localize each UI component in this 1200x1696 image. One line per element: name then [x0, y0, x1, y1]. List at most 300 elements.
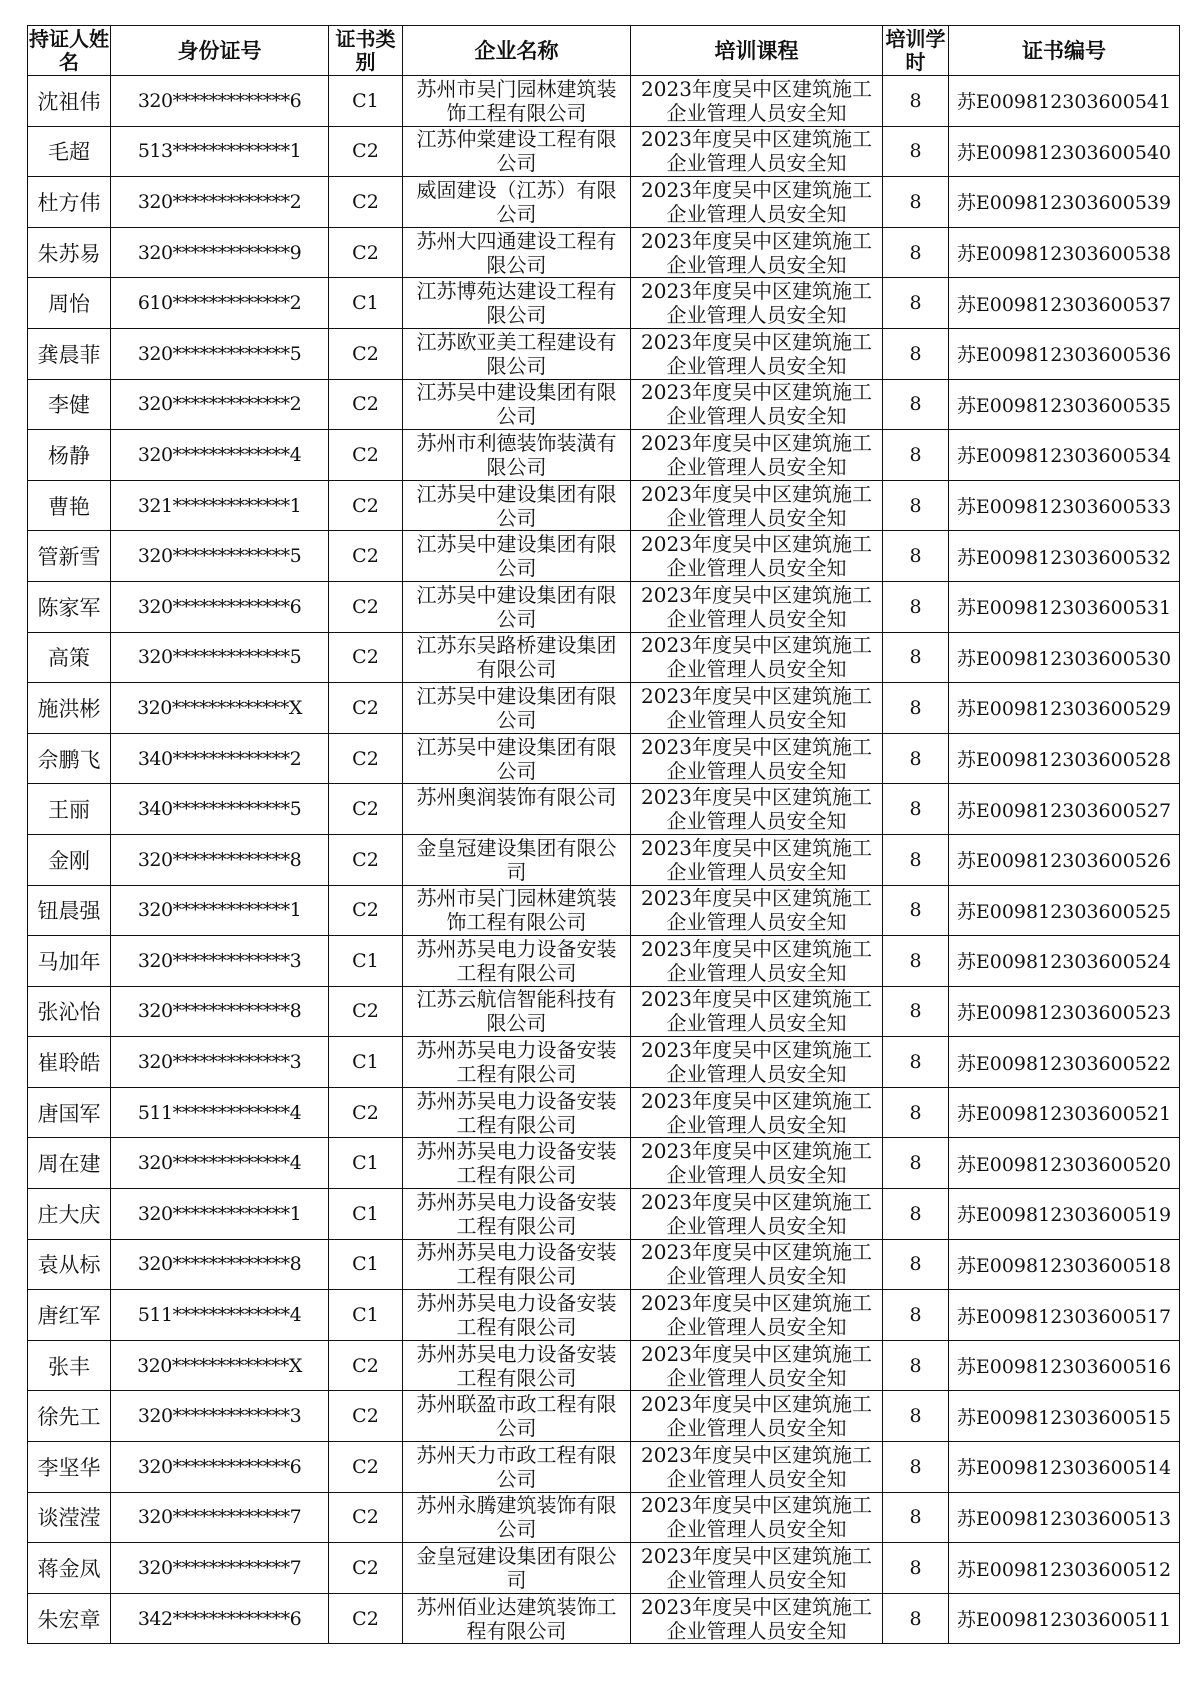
company-name: [403, 531, 631, 582]
id-number: 320*************4: [111, 1138, 329, 1189]
id-number: 320*************2: [111, 177, 329, 228]
cert-class: C2: [329, 531, 403, 582]
company-name: [403, 1492, 631, 1543]
course-name-text: 2023年度吴中区建筑施工企业管理人员安全知: [641, 785, 872, 834]
course-name-text: 2023年度吴中区建筑施工企业管理人员安全知: [641, 1392, 872, 1441]
cert-class: C2: [329, 683, 403, 734]
training-hours: 8: [883, 1290, 949, 1341]
company-name-text: 金皇冠建设集团有限公司: [416, 1544, 617, 1593]
holder-name: 唐红军: [28, 1290, 111, 1341]
training-hours: 8: [883, 1189, 949, 1240]
table-row: [28, 632, 1180, 683]
course-name-text: 2023年度吴中区建筑施工企业管理人员安全知: [641, 1291, 872, 1340]
training-hours: 8: [883, 986, 949, 1037]
cert-class: C1: [329, 1239, 403, 1290]
training-hours: 8: [883, 76, 949, 127]
cert-class: C2: [329, 480, 403, 531]
table-row: [28, 531, 1180, 582]
company-name: [403, 986, 631, 1037]
header-hours: 培训学时: [883, 26, 949, 76]
course-name: [631, 632, 883, 683]
course-name: [631, 177, 883, 228]
holder-name: 周怡: [28, 278, 111, 329]
course-name: [631, 227, 883, 278]
cert-number: 苏E009812303600520: [949, 1138, 1180, 1189]
cert-class: C2: [329, 581, 403, 632]
table-row: [28, 1442, 1180, 1493]
course-name-text: 2023年度吴中区建筑施工企业管理人员安全知: [641, 481, 872, 530]
cert-class: C2: [329, 1492, 403, 1543]
course-name: [631, 480, 883, 531]
course-name: [631, 1391, 883, 1442]
holder-name: 曹艳: [28, 480, 111, 531]
company-name: [403, 936, 631, 987]
company-name-text: 江苏吴中建设集团有限公司: [416, 532, 617, 581]
cert-number: 苏E009812303600530: [949, 632, 1180, 683]
cert-class: C1: [329, 278, 403, 329]
id-number: 511*************4: [111, 1290, 329, 1341]
table-row: [28, 328, 1180, 379]
id-number: 320*************2: [111, 379, 329, 430]
course-name: [631, 1593, 883, 1644]
company-name: [403, 683, 631, 734]
training-hours: 8: [883, 177, 949, 228]
cert-number: 苏E009812303600536: [949, 328, 1180, 379]
table-row: [28, 126, 1180, 177]
course-name-text: 2023年度吴中区建筑施工企业管理人员安全知: [641, 228, 872, 277]
company-name: [403, 1593, 631, 1644]
course-name: [631, 936, 883, 987]
id-number: 320*************4: [111, 430, 329, 481]
company-name: [403, 632, 631, 683]
course-name-text: 2023年度吴中区建筑施工企业管理人员安全知: [641, 1139, 872, 1188]
cert-class: C2: [329, 733, 403, 784]
course-name: [631, 430, 883, 481]
course-name: [631, 885, 883, 936]
course-name: [631, 581, 883, 632]
table-row: [28, 1138, 1180, 1189]
id-number: 320*************3: [111, 1037, 329, 1088]
cert-class: C2: [329, 1340, 403, 1391]
header-cert-no: 证书编号: [949, 26, 1180, 76]
training-hours: 8: [883, 885, 949, 936]
training-hours: 8: [883, 784, 949, 835]
id-number: 321*************1: [111, 480, 329, 531]
holder-name: 蒋金凤: [28, 1543, 111, 1594]
holder-name: 周在建: [28, 1138, 111, 1189]
company-name-text: 江苏吴中建设集团有限公司: [416, 380, 617, 429]
cert-number: 苏E009812303600527: [949, 784, 1180, 835]
holder-name: 李坚华: [28, 1442, 111, 1493]
table-row: [28, 1543, 1180, 1594]
training-hours: 8: [883, 1391, 949, 1442]
course-name-text: 2023年度吴中区建筑施工企业管理人员安全知: [641, 127, 872, 176]
cert-class: C2: [329, 177, 403, 228]
course-name: [631, 986, 883, 1037]
cert-number: 苏E009812303600535: [949, 379, 1180, 430]
header-course: 培训课程: [631, 26, 883, 76]
id-number: 511*************4: [111, 1087, 329, 1138]
training-hours: 8: [883, 1138, 949, 1189]
company-name: [403, 1138, 631, 1189]
id-number: 320*************1: [111, 885, 329, 936]
table-row: [28, 581, 1180, 632]
company-name-text: 江苏吴中建设集团有限公司: [416, 683, 617, 732]
training-hours: 8: [883, 430, 949, 481]
id-number: 320*************7: [111, 1543, 329, 1594]
table-row: [28, 683, 1180, 734]
training-hours: 8: [883, 581, 949, 632]
id-number: 320*************5: [111, 328, 329, 379]
holder-name: 高策: [28, 632, 111, 683]
id-number: 610*************2: [111, 278, 329, 329]
holder-name: 崔聆皓: [28, 1037, 111, 1088]
course-name-text: 2023年度吴中区建筑施工企业管理人员安全知: [641, 835, 872, 884]
id-number: 320*************8: [111, 986, 329, 1037]
training-hours: 8: [883, 683, 949, 734]
company-name-text: 苏州奥润装饰有限公司: [416, 785, 617, 810]
company-name-text: 江苏仲棠建设工程有限公司: [416, 127, 617, 176]
company-name: [403, 480, 631, 531]
cert-number: 苏E009812303600523: [949, 986, 1180, 1037]
company-name-text: 苏州永腾建筑装饰有限公司: [416, 1493, 617, 1542]
course-name: [631, 1239, 883, 1290]
course-name-text: 2023年度吴中区建筑施工企业管理人员安全知: [641, 1088, 872, 1137]
company-name: [403, 885, 631, 936]
training-hours: 8: [883, 227, 949, 278]
company-name-text: 苏州天力市政工程有限公司: [416, 1442, 617, 1491]
course-name: [631, 126, 883, 177]
company-name: [403, 278, 631, 329]
company-name-text: 苏州苏吴电力设备安装工程有限公司: [416, 1139, 617, 1188]
header-name: 持证人姓名: [29, 26, 109, 74]
course-name: [631, 379, 883, 430]
course-name: [631, 1189, 883, 1240]
cert-class: C2: [329, 1593, 403, 1644]
cert-number: 苏E009812303600518: [949, 1239, 1180, 1290]
id-number: 340*************5: [111, 784, 329, 835]
course-name: [631, 328, 883, 379]
company-name-text: 苏州苏吴电力设备安装工程有限公司: [416, 1088, 617, 1137]
table-row: [28, 1087, 1180, 1138]
cert-class: C2: [329, 784, 403, 835]
id-number: 320*************6: [111, 581, 329, 632]
course-name-text: 2023年度吴中区建筑施工企业管理人员安全知: [641, 430, 872, 479]
cert-class: C2: [329, 126, 403, 177]
table-row: [28, 1391, 1180, 1442]
training-hours: 8: [883, 1492, 949, 1543]
company-name-text: 江苏东吴路桥建设集团有限公司: [416, 633, 617, 682]
course-name-text: 2023年度吴中区建筑施工企业管理人员安全知: [641, 329, 872, 378]
company-name: [403, 1543, 631, 1594]
company-name-text: 苏州佰业达建筑装饰工程有限公司: [416, 1594, 617, 1643]
company-name: [403, 227, 631, 278]
company-name-text: 江苏吴中建设集团有限公司: [416, 582, 617, 631]
course-name: [631, 76, 883, 127]
cert-number: 苏E009812303600525: [949, 885, 1180, 936]
table-row: [28, 1239, 1180, 1290]
id-number: 320*************5: [111, 531, 329, 582]
course-name-text: 2023年度吴中区建筑施工企业管理人员安全知: [641, 1038, 872, 1087]
cert-number: 苏E009812303600541: [949, 76, 1180, 127]
cert-number: 苏E009812303600515: [949, 1391, 1180, 1442]
cert-class: C2: [329, 430, 403, 481]
course-name-text: 2023年度吴中区建筑施工企业管理人员安全知: [641, 279, 872, 328]
company-name: [403, 1087, 631, 1138]
table-row: [28, 885, 1180, 936]
company-name: [403, 1442, 631, 1493]
cert-number: 苏E009812303600533: [949, 480, 1180, 531]
course-name: [631, 784, 883, 835]
cert-class: C2: [329, 986, 403, 1037]
table-row: [28, 1037, 1180, 1088]
table-row: [28, 1340, 1180, 1391]
table-row: [28, 784, 1180, 835]
cert-number: 苏E009812303600531: [949, 581, 1180, 632]
table-row: [28, 1290, 1180, 1341]
id-number: 320*************3: [111, 1391, 329, 1442]
id-number: 320*************1: [111, 1189, 329, 1240]
cert-number: 苏E009812303600524: [949, 936, 1180, 987]
cert-class: C2: [329, 834, 403, 885]
training-hours: 8: [883, 1239, 949, 1290]
course-name-text: 2023年度吴中区建筑施工企业管理人员安全知: [641, 532, 872, 581]
header-cert-class: 证书类别: [329, 26, 403, 76]
company-name: [403, 126, 631, 177]
table-row: [28, 1492, 1180, 1543]
header-row: [28, 26, 1180, 76]
course-name-text: 2023年度吴中区建筑施工企业管理人员安全知: [641, 582, 872, 631]
cert-number: 苏E009812303600528: [949, 733, 1180, 784]
course-name-text: 2023年度吴中区建筑施工企业管理人员安全知: [641, 734, 872, 783]
training-hours: 8: [883, 328, 949, 379]
training-hours: 8: [883, 632, 949, 683]
header-company: 企业名称: [403, 26, 631, 76]
table-row: [28, 177, 1180, 228]
table-row: [28, 936, 1180, 987]
holder-name: 庄大庆: [28, 1189, 111, 1240]
holder-name: 沈祖伟: [28, 76, 111, 127]
company-name: [403, 1391, 631, 1442]
cert-number: 苏E009812303600517: [949, 1290, 1180, 1341]
holder-name: 王丽: [28, 784, 111, 835]
course-name-text: 2023年度吴中区建筑施工企业管理人员安全知: [641, 1544, 872, 1593]
table-row: [28, 733, 1180, 784]
cert-class: C1: [329, 1189, 403, 1240]
holder-name: 张丰: [28, 1340, 111, 1391]
holder-name: 金刚: [28, 834, 111, 885]
company-name-text: 苏州市吴门园林建筑装饰工程有限公司: [416, 76, 617, 125]
training-hours: 8: [883, 936, 949, 987]
cert-number: 苏E009812303600514: [949, 1442, 1180, 1493]
training-hours: 8: [883, 1087, 949, 1138]
course-name-text: 2023年度吴中区建筑施工企业管理人员安全知: [641, 380, 872, 429]
company-name-text: 江苏吴中建设集团有限公司: [416, 734, 617, 783]
cert-class: C1: [329, 1138, 403, 1189]
table-row: [28, 986, 1180, 1037]
id-number: 342*************6: [111, 1593, 329, 1644]
holder-name: 钮晨强: [28, 885, 111, 936]
course-name: [631, 1087, 883, 1138]
holder-name: 张沁怡: [28, 986, 111, 1037]
cert-number: 苏E009812303600538: [949, 227, 1180, 278]
id-number: 513*************1: [111, 126, 329, 177]
holder-name: 李健: [28, 379, 111, 430]
cert-number: 苏E009812303600516: [949, 1340, 1180, 1391]
table-row: [28, 834, 1180, 885]
cert-class: C1: [329, 76, 403, 127]
company-name: [403, 328, 631, 379]
company-name-text: 苏州大四通建设工程有限公司: [416, 228, 617, 277]
certificate-table: [27, 25, 1180, 1644]
cert-number: 苏E009812303600534: [949, 430, 1180, 481]
holder-name: 马加年: [28, 936, 111, 987]
cert-class: C1: [329, 936, 403, 987]
id-number: 320*************X: [111, 683, 329, 734]
holder-name: 杜方伟: [28, 177, 111, 228]
cert-number: 苏E009812303600539: [949, 177, 1180, 228]
company-name-text: 苏州苏吴电力设备安装工程有限公司: [416, 1240, 617, 1289]
training-hours: 8: [883, 278, 949, 329]
cert-class: C1: [329, 1037, 403, 1088]
course-name-text: 2023年度吴中区建筑施工企业管理人员安全知: [641, 1493, 872, 1542]
holder-name: 朱苏易: [28, 227, 111, 278]
training-hours: 8: [883, 1593, 949, 1644]
cert-class: C2: [329, 632, 403, 683]
course-name-text: 2023年度吴中区建筑施工企业管理人员安全知: [641, 683, 872, 732]
training-hours: 8: [883, 1543, 949, 1594]
holder-name: 龚晨菲: [28, 328, 111, 379]
training-hours: 8: [883, 379, 949, 430]
id-number: 320*************9: [111, 227, 329, 278]
course-name-text: 2023年度吴中区建筑施工企业管理人员安全知: [641, 936, 872, 985]
course-name-text: 2023年度吴中区建筑施工企业管理人员安全知: [641, 1341, 872, 1390]
holder-name: 袁从标: [28, 1239, 111, 1290]
cert-number: 苏E009812303600526: [949, 834, 1180, 885]
cert-number: 苏E009812303600532: [949, 531, 1180, 582]
cert-class: C2: [329, 1391, 403, 1442]
holder-name: 徐先工: [28, 1391, 111, 1442]
company-name: [403, 1189, 631, 1240]
cert-number: 苏E009812303600522: [949, 1037, 1180, 1088]
company-name-text: 江苏吴中建设集团有限公司: [416, 481, 617, 530]
id-number: 320*************8: [111, 834, 329, 885]
company-name: [403, 379, 631, 430]
company-name: [403, 1239, 631, 1290]
company-name-text: 江苏云航信智能科技有限公司: [416, 987, 617, 1036]
holder-name: 朱宏章: [28, 1593, 111, 1644]
holder-name: 陈家军: [28, 581, 111, 632]
table-row: [28, 227, 1180, 278]
cert-class: C2: [329, 1442, 403, 1493]
course-name: [631, 1290, 883, 1341]
company-name-text: 苏州苏吴电力设备安装工程有限公司: [416, 1291, 617, 1340]
company-name: [403, 581, 631, 632]
company-name: [403, 430, 631, 481]
holder-name: 谈滢滢: [28, 1492, 111, 1543]
cert-number: 苏E009812303600519: [949, 1189, 1180, 1240]
cert-number: 苏E009812303600521: [949, 1087, 1180, 1138]
course-name-text: 2023年度吴中区建筑施工企业管理人员安全知: [641, 633, 872, 682]
holder-name: 施洪彬: [28, 683, 111, 734]
table-row: [28, 430, 1180, 481]
company-name-text: 苏州苏吴电力设备安装工程有限公司: [416, 936, 617, 985]
table-row: [28, 278, 1180, 329]
holder-name: 管新雪: [28, 531, 111, 582]
company-name: [403, 76, 631, 127]
course-name-text: 2023年度吴中区建筑施工企业管理人员安全知: [641, 1189, 872, 1238]
course-name: [631, 733, 883, 784]
company-name-text: 江苏博苑达建设工程有限公司: [416, 279, 617, 328]
cert-class: C2: [329, 885, 403, 936]
training-hours: 8: [883, 1442, 949, 1493]
course-name: [631, 278, 883, 329]
course-name-text: 2023年度吴中区建筑施工企业管理人员安全知: [641, 1240, 872, 1289]
cert-number: 苏E009812303600511: [949, 1593, 1180, 1644]
company-name-text: 江苏欧亚美工程建设有限公司: [416, 329, 617, 378]
course-name: [631, 1492, 883, 1543]
cert-class: C2: [329, 328, 403, 379]
company-name-text: 苏州市利德装饰装潢有限公司: [416, 430, 617, 479]
cert-number: 苏E009812303600540: [949, 126, 1180, 177]
id-number: 320*************5: [111, 632, 329, 683]
holder-name: 佘鹏飞: [28, 733, 111, 784]
id-number: 320*************6: [111, 1442, 329, 1493]
training-hours: 8: [883, 1037, 949, 1088]
course-name-text: 2023年度吴中区建筑施工企业管理人员安全知: [641, 177, 872, 226]
header-id-number: 身份证号: [111, 26, 329, 76]
course-name-text: 2023年度吴中区建筑施工企业管理人员安全知: [641, 1594, 872, 1643]
cert-number: 苏E009812303600512: [949, 1543, 1180, 1594]
cert-number: 苏E009812303600537: [949, 278, 1180, 329]
course-name: [631, 834, 883, 885]
cert-class: C2: [329, 379, 403, 430]
id-number: 320*************8: [111, 1239, 329, 1290]
company-name-text: 威固建设（江苏）有限公司: [416, 177, 617, 226]
id-number: 320*************6: [111, 76, 329, 127]
company-name: [403, 784, 631, 835]
company-name-text: 苏州苏吴电力设备安装工程有限公司: [416, 1341, 617, 1390]
course-name: [631, 1037, 883, 1088]
course-name-text: 2023年度吴中区建筑施工企业管理人员安全知: [641, 76, 872, 125]
course-name: [631, 1138, 883, 1189]
id-number: 340*************2: [111, 733, 329, 784]
cert-number: 苏E009812303600529: [949, 683, 1180, 734]
cert-class: C1: [329, 1290, 403, 1341]
cert-number: 苏E009812303600513: [949, 1492, 1180, 1543]
company-name: [403, 1340, 631, 1391]
training-hours: 8: [883, 834, 949, 885]
holder-name: 杨静: [28, 430, 111, 481]
course-name: [631, 1340, 883, 1391]
course-name: [631, 1442, 883, 1493]
training-hours: 8: [883, 531, 949, 582]
company-name-text: 苏州联盈市政工程有限公司: [416, 1392, 617, 1441]
company-name: [403, 834, 631, 885]
cert-class: C2: [329, 1543, 403, 1594]
company-name-text: 苏州苏吴电力设备安装工程有限公司: [416, 1189, 617, 1238]
company-name: [403, 733, 631, 784]
id-number: 320*************7: [111, 1492, 329, 1543]
company-name-text: 苏州苏吴电力设备安装工程有限公司: [416, 1038, 617, 1087]
company-name-text: 苏州市吴门园林建筑装饰工程有限公司: [416, 886, 617, 935]
table-row: [28, 1189, 1180, 1240]
id-number: 320*************X: [111, 1340, 329, 1391]
company-name: [403, 1290, 631, 1341]
company-name-text: 金皇冠建设集团有限公司: [416, 835, 617, 884]
cert-class: C2: [329, 1087, 403, 1138]
company-name: [403, 1037, 631, 1088]
